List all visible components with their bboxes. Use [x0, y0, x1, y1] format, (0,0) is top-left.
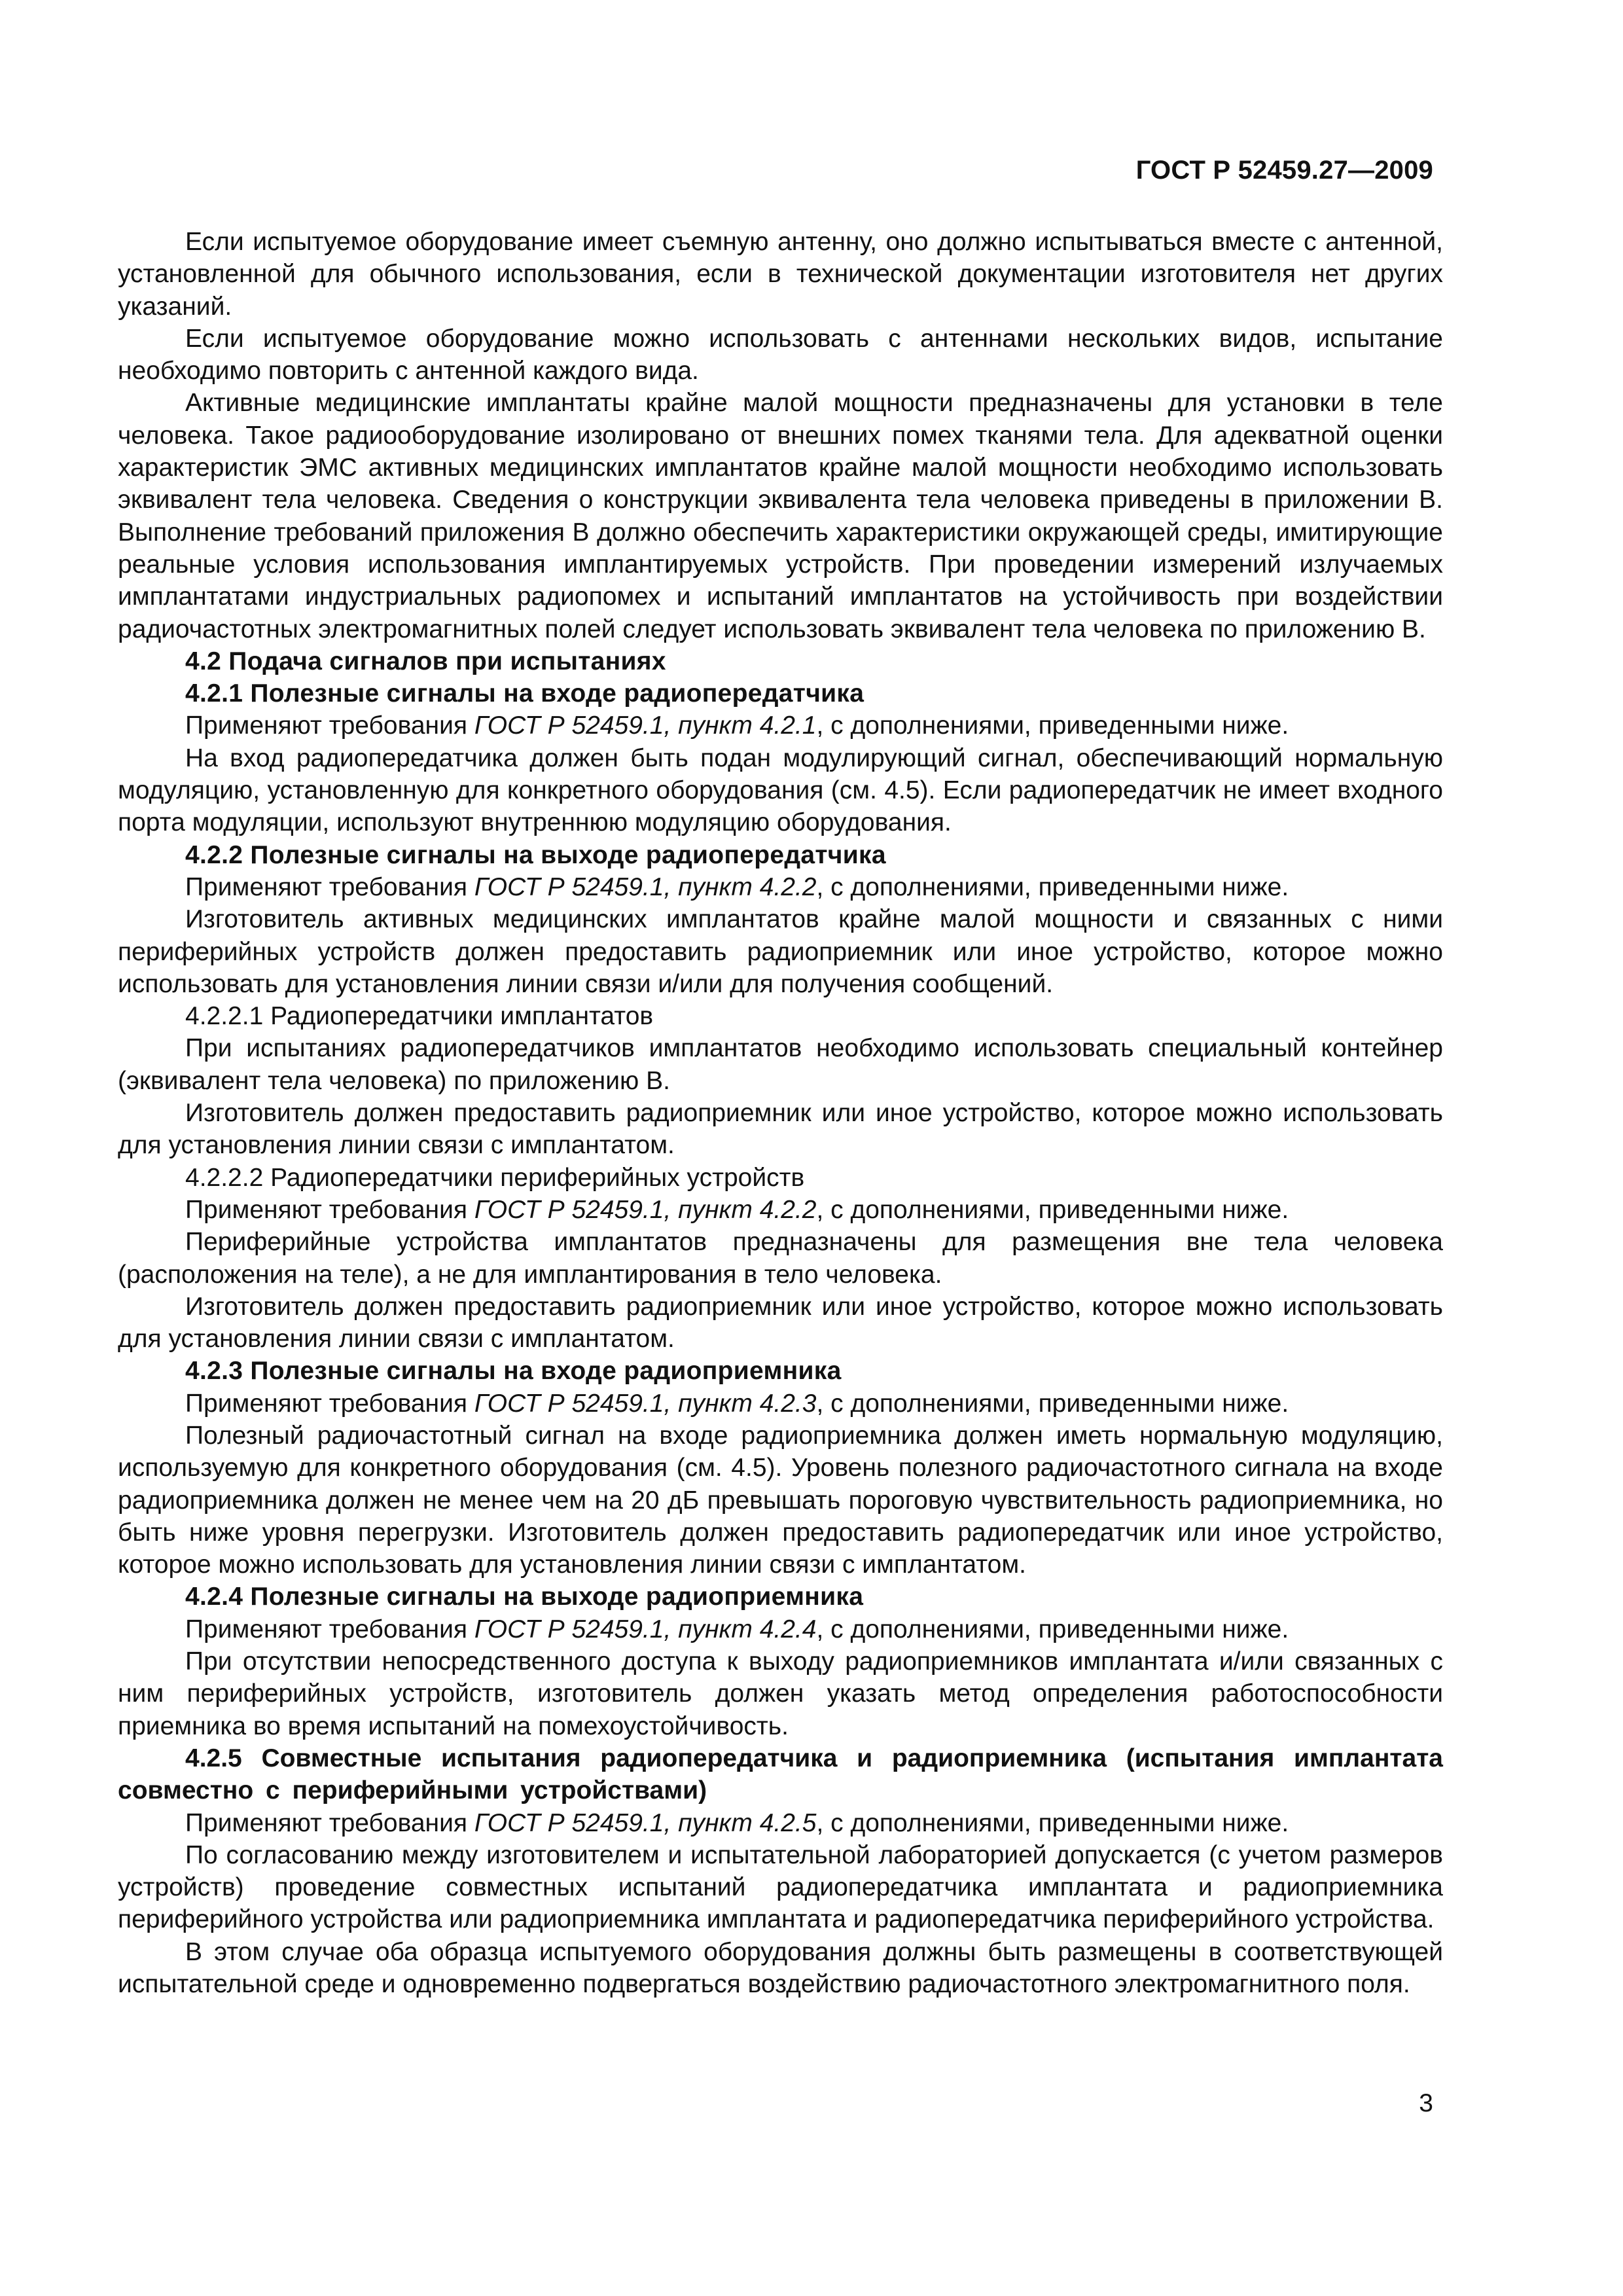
- apply-suffix: , с дополнениями, приведенными ниже.: [816, 1389, 1289, 1418]
- paragraph-multiple-antennas: Если испытуемое оборудование можно использовать с антеннами нескольких видов, испытание необходимо повторить с антенной каждого вида.: [118, 324, 1443, 386]
- apply-prefix: Применяют требования: [185, 1195, 474, 1224]
- section-heading-4-2: 4.2 Подача сигналов при испытаниях: [185, 647, 666, 675]
- apply-suffix: , с дополнениями, приведенными ниже.: [816, 872, 1289, 901]
- paragraph-apply-4-2-5: [118, 1807, 1443, 1839]
- page-number: 3: [1419, 2089, 1433, 2117]
- apply-prefix: Применяют требования: [185, 872, 474, 901]
- section-heading-4-2-2: 4.2.2 Полезные сигналы на выходе радиопередатчика: [185, 840, 886, 869]
- apply-suffix: , с дополнениями, приведенными ниже.: [816, 711, 1289, 740]
- paragraph-apply-4-2-2: [118, 871, 1443, 903]
- paragraph-removable-antenna: Если испытуемое оборудование имеет съемную антенну, оно должно испытываться вместе с антенной, установленной для обычного использования, если в технической документации изготовителя нет других указаний.: [118, 228, 1443, 321]
- paragraph-apply-4-2-1: [118, 709, 1443, 742]
- paragraph-4-2-5-b: В этом случае оба образца испытуемого оборудования должны быть размещены в соответствующей испытательной среде и одновременно подвергаться воздействию радиочастотного электромагнитного поля.: [118, 1937, 1443, 1999]
- document-header-id: ГОСТ Р 52459.27—2009: [1135, 156, 1433, 185]
- apply-suffix: , с дополнениями, приведенными ниже.: [816, 1808, 1289, 1837]
- paragraph-apply-4-2-3: [118, 1388, 1443, 1420]
- paragraph-apply-4-2-2-2: [118, 1194, 1443, 1226]
- document-body: [118, 226, 1443, 2000]
- paragraph-4-2-2-2-b: Изготовитель должен предоставить радиоприемник или иное устройство, которое можно использовать для установления линии связи с имплантатом.: [118, 1292, 1443, 1354]
- apply-suffix: , с дополнениями, приведенными ниже.: [816, 1615, 1289, 1643]
- standard-reference: ГОСТ Р 52459.1, пункт 4.2.4: [474, 1615, 817, 1643]
- paragraph-4-2-1-text: На вход радиопередатчика должен быть подан модулирующий сигнал, обеспечивающий нормальную модуляцию, установленную для конкретного оборудования (см. 4.5). Если радиопередатчик не имеет входного порта модуляции, используют внутреннюю модуляцию оборудования.: [118, 744, 1443, 837]
- section-heading-4-2-2-2: 4.2.2.2 Радиопередатчики периферийных устройств: [185, 1163, 805, 1192]
- paragraph-4-2-2-text: Изготовитель активных медицинских имплантатов крайне малой мощности и связанных с ними периферийных устройств должен предоставить радиоприемник или иное устройство, которое можно использовать для установления линии связи и/или для получения сообщений.: [118, 905, 1443, 998]
- section-heading-4-2-2-1: 4.2.2.1 Радиопередатчики имплантатов: [185, 1002, 654, 1031]
- apply-suffix: , с дополнениями, приведенными ниже.: [816, 1195, 1289, 1224]
- paragraph-apply-4-2-4: [118, 1613, 1443, 1645]
- apply-prefix: Применяют требования: [185, 711, 474, 740]
- paragraph-4-2-4-text: При отсутствии непосредственного доступа к выходу радиоприемников имплантата и/или связанных с ним периферийных устройств, изготовитель должен указать метод определения работоспособности приемника во время испытаний на помехоустойчивость.: [118, 1647, 1443, 1740]
- paragraph-4-2-3-text: Полезный радиочастотный сигнал на входе радиоприемника должен иметь нормальную модуляцию, используемую для конкретного оборудования (см. 4.5). Уровень полезного радиочастотного сигнала на входе радиоприемника должен не менее чем на 20 дБ превышать пороговую чувствительность радиоприемника, но быть ниже уровня перегрузки. Изготовитель должен предоставить радиопередатчик или иное устройство, которое можно использовать для установления линии связи с имплантатом.: [118, 1421, 1443, 1579]
- section-heading-4-2-4: 4.2.4 Полезные сигналы на выходе радиоприемника: [185, 1583, 864, 1611]
- standard-reference: ГОСТ Р 52459.1, пункт 4.2.2: [474, 1195, 817, 1224]
- section-heading-4-2-5: 4.2.5 Совместные испытания радиопередатчика и радиоприемника (испытания имплантата совместно с периферийными устройствами): [118, 1744, 1443, 1805]
- paragraph-4-2-2-2-a: Периферийные устройства имплантатов предназначены для размещения вне тела человека (расположения на теле), а не для имплантирования в тело человека.: [118, 1228, 1443, 1289]
- apply-prefix: Применяют требования: [185, 1615, 474, 1643]
- standard-reference: ГОСТ Р 52459.1, пункт 4.2.5: [474, 1808, 817, 1837]
- paragraph-4-2-5-a: По согласованию между изготовителем и испытательной лабораторией допускается (с учетом размеров устройств) проведение совместных испытаний радиопередатчика имплантата и радиоприемника периферийного устройства или радиоприемника имплантата и радиопередатчика периферийного устройства.: [118, 1840, 1443, 1934]
- section-heading-4-2-3: 4.2.3 Полезные сигналы на входе радиоприемника: [185, 1357, 842, 1386]
- apply-prefix: Применяют требования: [185, 1808, 474, 1837]
- section-heading-4-2-1: 4.2.1 Полезные сигналы на входе радиопередатчика: [185, 679, 865, 708]
- paragraph-4-2-2-1-a: При испытаниях радиопередатчиков имплантатов необходимо использовать специальный контейнер (эквивалент тела человека) по приложению В.: [118, 1034, 1443, 1095]
- paragraph-active-implants: Активные медицинские имплантаты крайне малой мощности предназначены для установки в теле человека. Такое радиооборудование изолировано от внешних помех тканями тела. Для адекватной оценки характеристик ЭМС активных медицинских имплантатов крайне малой мощности необходимо использовать эквивалент тела человека. Сведения о конструкции эквивалента тела человека приведены в приложении В. Выполнение требований приложения В должно обеспечить характеристики окружающей среды, имитирующие реальные условия использования имплантируемых устройств. При проведении измерений излучаемых имплантатами индустриальных радиопомех и испытаний имплантатов на устойчивость при воздействии радиочастотных электромагнитных полей следует использовать эквивалент тела человека по приложению В.: [118, 389, 1443, 643]
- apply-prefix: Применяют требования: [185, 1389, 474, 1418]
- paragraph-4-2-2-1-b: Изготовитель должен предоставить радиоприемник или иное устройство, которое можно использовать для установления линии связи с имплантатом.: [118, 1099, 1443, 1160]
- standard-reference: ГОСТ Р 52459.1, пункт 4.2.3: [474, 1389, 817, 1418]
- standard-reference: ГОСТ Р 52459.1, пункт 4.2.2: [474, 872, 817, 901]
- standard-reference: ГОСТ Р 52459.1, пункт 4.2.1: [474, 711, 817, 740]
